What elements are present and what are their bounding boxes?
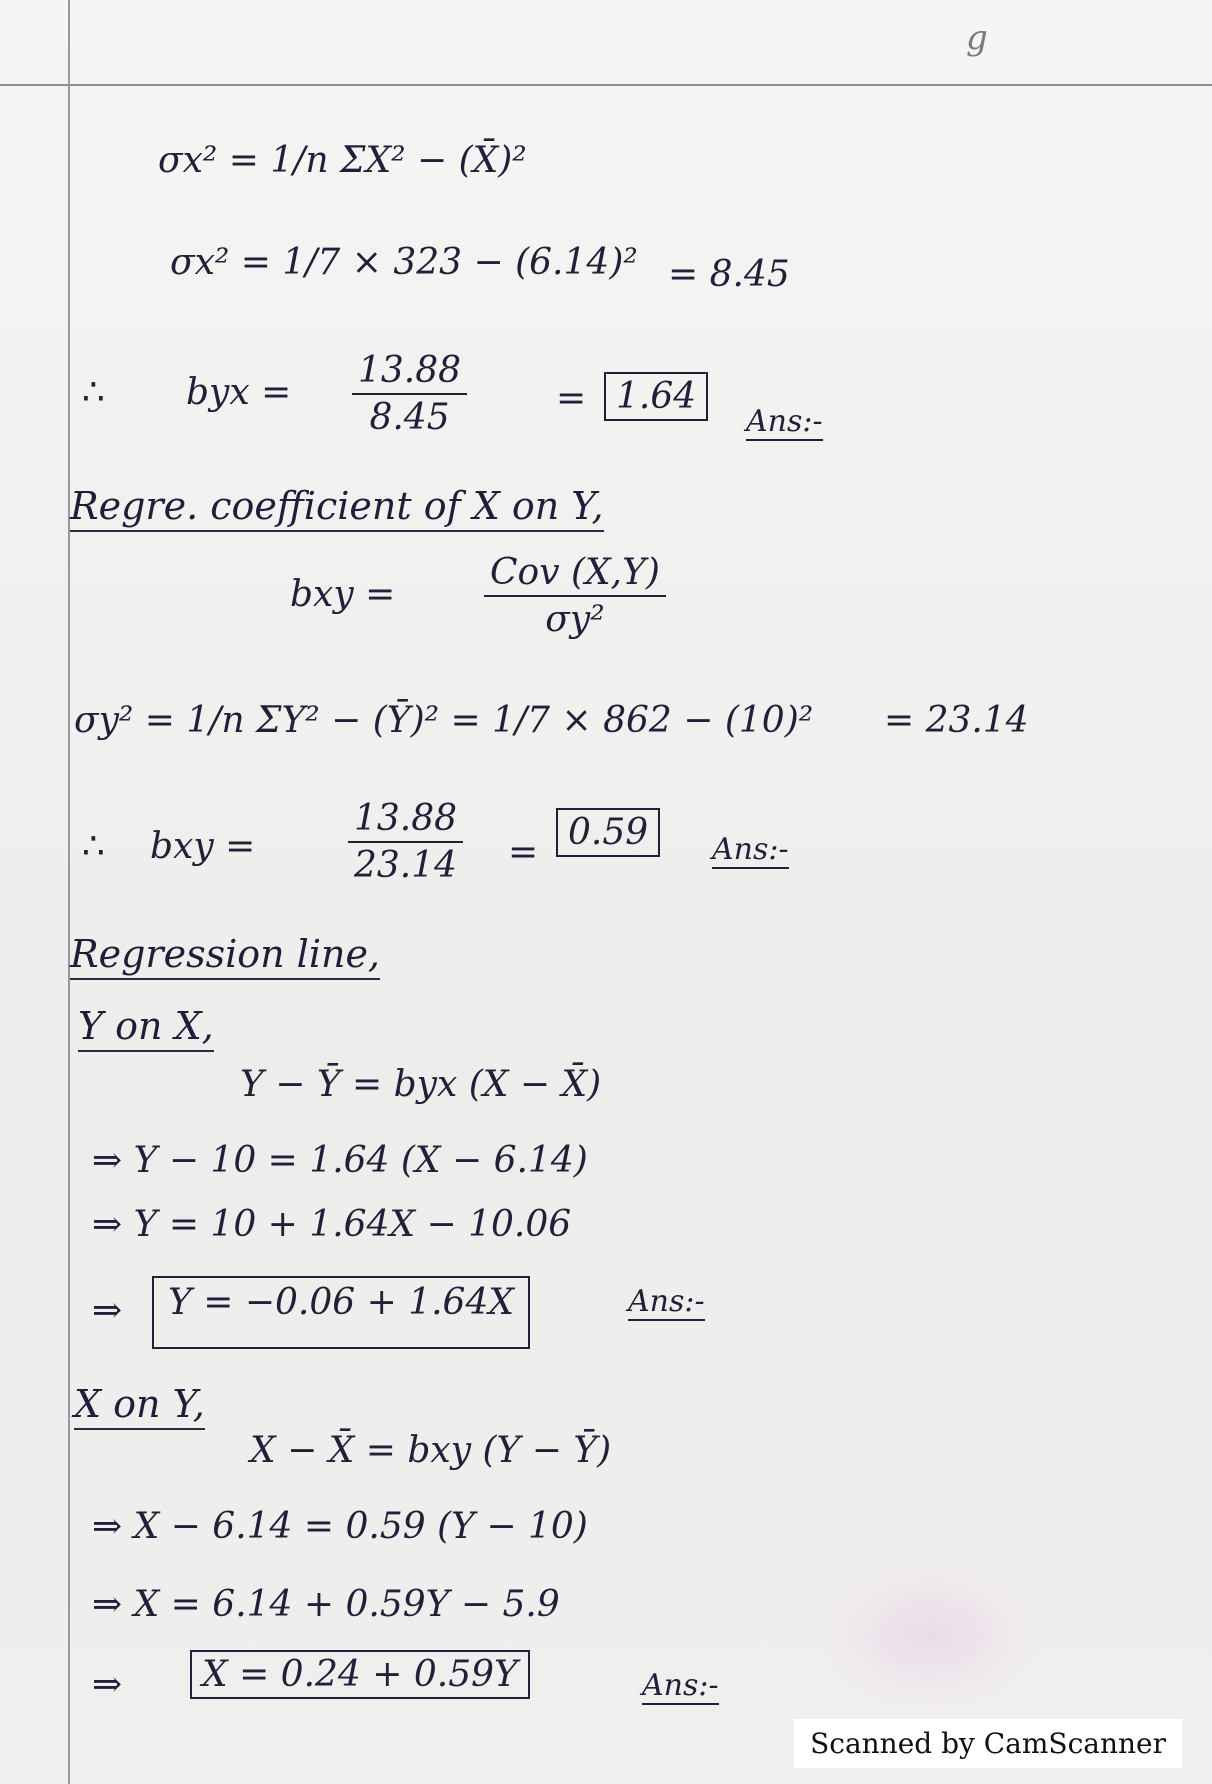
bxy-fraction-formula bbox=[484, 552, 666, 640]
therefore-symbol: ∴ bbox=[82, 372, 105, 413]
bxy-value-label: bxy = bbox=[150, 826, 256, 867]
y-on-x-equation-2: ⇒ Y − 10 = 1.64 (X − 6.14) bbox=[92, 1140, 588, 1181]
byx-result-box: 1.64 bbox=[604, 372, 708, 421]
bxy-formula-numerator: Cov (X,Y) bbox=[484, 552, 666, 597]
regression-coefficient-x-on-y-heading: Regre. coefficient of X on Y, bbox=[70, 484, 604, 532]
x-on-y-equation-2: ⇒ X − 6.14 = 0.59 (Y − 10) bbox=[92, 1506, 588, 1547]
sigma-x-result: = 8.45 bbox=[668, 254, 790, 295]
x-on-y-final-box: X = 0.24 + 0.59Y bbox=[190, 1650, 530, 1699]
sigma-x-calculation: σx² = 1/7 × 323 − (6.14)² bbox=[170, 242, 638, 283]
bxy-value-denominator: 23.14 bbox=[354, 845, 458, 886]
top-rule-line bbox=[0, 84, 1212, 86]
x-on-y-subheading: X on Y, bbox=[74, 1382, 205, 1430]
page-number: g bbox=[966, 18, 988, 58]
y-on-x-equation-1: Y − Ȳ = byx (X − X̄) bbox=[240, 1064, 602, 1105]
sigma-y-calculation: σy² = 1/n ΣY² − (Ȳ)² = 1/7 × 862 − (10)² bbox=[74, 700, 814, 741]
x-on-y-answer-mark: Ans:- bbox=[642, 1668, 719, 1703]
therefore-symbol-2: ∴ bbox=[82, 826, 105, 867]
y-on-x-arrow: ⇒ bbox=[92, 1290, 123, 1331]
bxy-formula-denominator: σy² bbox=[545, 599, 605, 640]
camscanner-watermark: Scanned by CamScanner bbox=[794, 1719, 1182, 1768]
y-on-x-answer-mark: Ans:- bbox=[628, 1284, 705, 1319]
x-on-y-equation-3: ⇒ X = 6.14 + 0.59Y − 5.9 bbox=[92, 1584, 560, 1625]
bxy-value-numerator: 13.88 bbox=[348, 798, 463, 843]
byx-fraction bbox=[352, 350, 467, 438]
sigma-y-result: = 23.14 bbox=[884, 700, 1029, 741]
pink-smudge bbox=[820, 1560, 1040, 1710]
byx-equals: = bbox=[556, 378, 587, 419]
regression-line-heading: Regression line, bbox=[70, 932, 380, 980]
byx-denominator: 8.45 bbox=[369, 397, 450, 438]
y-on-x-final-box: Y = −0.06 + 1.64X bbox=[152, 1276, 530, 1349]
bxy-result-box: 0.59 bbox=[556, 808, 660, 857]
y-on-x-equation-3: ⇒ Y = 10 + 1.64X − 10.06 bbox=[92, 1204, 572, 1245]
bxy-label: bxy = bbox=[290, 574, 396, 615]
x-on-y-arrow: ⇒ bbox=[92, 1664, 123, 1705]
bxy-answer-mark: Ans:- bbox=[712, 832, 789, 867]
margin-line bbox=[68, 0, 70, 1784]
byx-numerator: 13.88 bbox=[352, 350, 467, 395]
bxy-equals: = bbox=[508, 832, 539, 873]
y-on-x-subheading: Y on X, bbox=[78, 1004, 214, 1052]
bxy-value-fraction bbox=[348, 798, 463, 886]
byx-label: byx = bbox=[186, 372, 292, 413]
sigma-x-formula: σx² = 1/n ΣX² − (X̄)² bbox=[158, 140, 527, 181]
x-on-y-equation-1: X − X̄ = bxy (Y − Ȳ) bbox=[250, 1430, 612, 1471]
byx-answer-mark: Ans:- bbox=[746, 404, 823, 439]
